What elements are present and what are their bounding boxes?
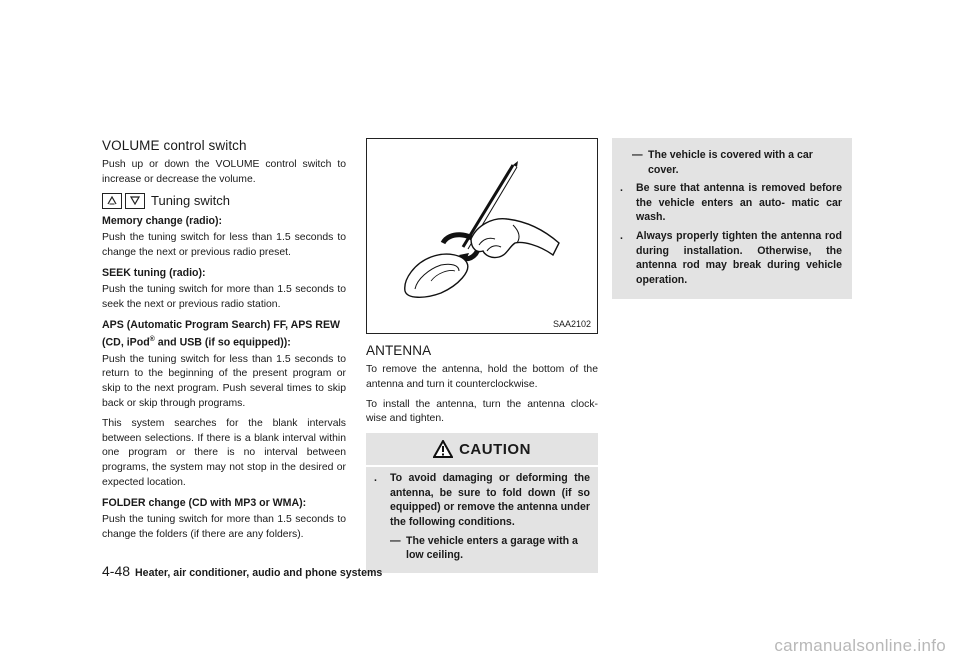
seek-down-icon (125, 193, 145, 209)
caution-box (366, 433, 598, 573)
antenna-removal-drawing (367, 139, 597, 333)
caution-subitem-garage: — The vehicle enters a garage with a low ceiling. (390, 534, 578, 562)
figure-caption: SAA2102 (552, 319, 591, 329)
seek-tuning-heading: SEEK tuning (radio): (102, 266, 206, 279)
site-watermark: carmanualsonline.info (774, 636, 946, 655)
antenna-illustration (366, 138, 598, 334)
page-footer (102, 563, 382, 579)
memory-change-heading: Memory change (radio): (102, 214, 223, 227)
caution-subitem-car-cover: — The vehicle is covered with a car cover. (632, 149, 813, 176)
caution-box-continued (612, 138, 852, 299)
left-column (102, 138, 346, 548)
antenna-remove-text: To remove the antenna, hold the bottom of the antenna and turn it counterclockwise. (366, 364, 598, 390)
caution-item-fold-antenna: . To avoid damaging or deforming the antenna, be sure to fold down (if so equipped) or remove the antenna under the following conditions. (374, 472, 590, 528)
right-column (612, 138, 852, 299)
seek-up-icon (102, 193, 122, 209)
dash-mark: — (390, 534, 401, 547)
bullet-mark: . (374, 472, 377, 485)
volume-switch-text: Push up or down the VOLUME control switch to increase or decrease the volume. (102, 159, 346, 185)
tuning-switch-label: Tuning switch (151, 193, 230, 209)
page-number: 4-48 (102, 563, 131, 579)
aps-heading: APS (Automatic Program Search) FF, APS REW (CD, iPod® and USB (if so equipped)): (102, 318, 341, 349)
caution-item-car-wash: . Be sure that antenna is removed before the vehicle enters an auto- matic car wash. (620, 182, 842, 224)
middle-column (366, 138, 598, 573)
dash-mark: — (632, 149, 643, 161)
caution-item-tighten-rod: . Always properly tighten the antenna rod during installation. Otherwise, the antenna rod may break during vehicle operation. (620, 229, 842, 286)
registered-mark: ® (149, 335, 155, 343)
memory-change-text: Push the tuning switch for less than 1.5 seconds to change the next or previous radio preset. (102, 232, 346, 258)
tuning-switch-heading (102, 193, 346, 209)
seek-tuning-text: Push the tuning switch for more than 1.5 seconds to seek the next or previous radio station. (102, 284, 346, 311)
bullet-mark: . (620, 229, 623, 242)
folder-change-text: Push the tuning switch for more than 1.5 seconds to change the folders (if there are any folders). (102, 514, 346, 541)
aps-text: Push the tuning switch for less than 1.5 seconds to return to the beginning of the present program or skip to the next program. Push several times to skip back or skip through programs. (102, 353, 346, 410)
bullet-mark: . (620, 182, 623, 195)
tuning-switch-keys (102, 193, 148, 209)
antenna-install-text: To install the antenna, turn the antenna clock- wise and tighten. (366, 398, 598, 425)
warning-triangle-icon (433, 440, 453, 458)
volume-switch-title: VOLUME control switch (102, 138, 247, 153)
caution-label: CAUTION (459, 440, 531, 458)
blank-interval-text: This system searches for the blank intervals between selections. If there is a blank interval within one program or there is no interval between programs, the system may not stop in the desired or expected location. (102, 417, 346, 489)
antenna-title: ANTENNA (366, 343, 432, 358)
folder-change-heading: FOLDER change (CD with MP3 or WMA): (102, 496, 307, 509)
chapter-title: Heater, air conditioner, audio and phone systems (135, 567, 383, 579)
caution-header (366, 433, 598, 467)
